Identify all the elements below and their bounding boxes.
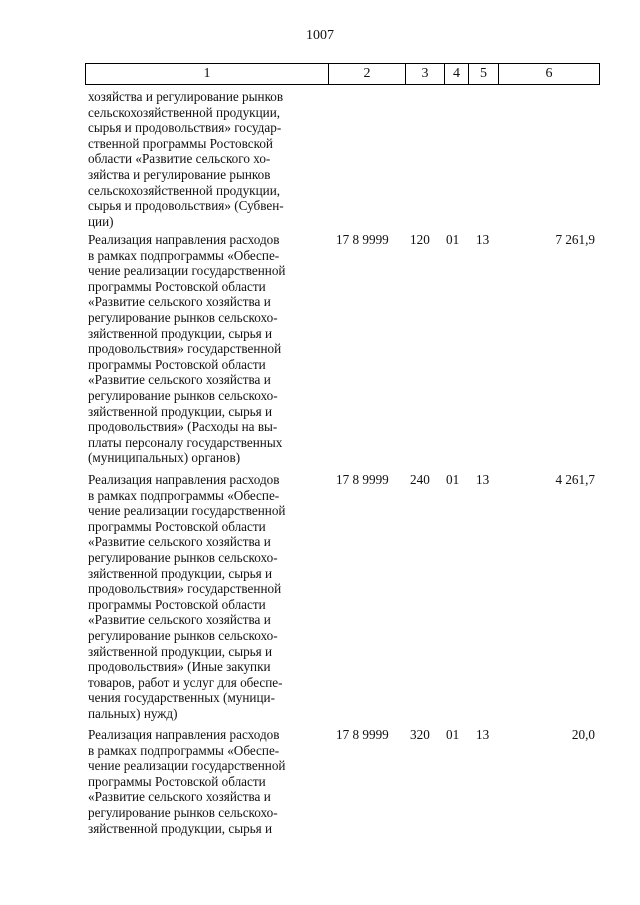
header-col-5: 5 (468, 64, 498, 84)
header-col-4: 4 (444, 64, 468, 84)
header-col-1: 1 (203, 66, 211, 81)
header-col-2: 2 (328, 64, 405, 84)
row-target-article: 17 8 9999 (336, 232, 389, 247)
row-expense-type: 320 (410, 727, 430, 742)
table-header (85, 63, 600, 85)
header-col-3: 3 (405, 64, 444, 84)
row-target-article: 17 8 9999 (336, 727, 389, 742)
row-subsection: 13 (476, 232, 490, 247)
row-expense-type: 240 (410, 472, 430, 487)
row-subsection: 13 (476, 472, 490, 487)
header-col-6: 6 (498, 64, 599, 84)
row-target-article: 17 8 9999 (336, 472, 389, 487)
row-section: 01 (446, 232, 460, 247)
row-amount: 7 261,9 (555, 232, 595, 247)
row-subsection: 13 (476, 727, 490, 742)
row-description: Реализация направления расходов в рамках подпрограммы «Обеспе- чение реализации государственной программы Ростовской области «Развитие сельского хозяйства и регулирование рынков сельскохо- зяйственной продукции, сырья и (88, 727, 286, 836)
row-description: хозяйства и регулирование рынков сельскохозяйственной продукции, сырья и продовольствия» государ- ственной программы Ростовской области «Развитие сельского хо- зяйства и регулирование рынков сельскохозяйственной продукции, сырья и продовольствия» (Субвен- ции) (88, 89, 284, 229)
row-amount: 4 261,7 (555, 472, 595, 487)
row-description: Реализация направления расходов в рамках подпрограммы «Обеспе- чение реализации государственной программы Ростовской области «Развитие сельского хозяйства и регулирование рынков сельскохо- зяйственной продукции, сырья и продовольствия» государственной программы Ростовской области «Развитие сельского хозяйства и регулирование рынков сельскохо- зяйственной продукции, сырья и продовольствия» (Расходы на вы- платы персоналу государственных (муниципальных) органов) (88, 232, 286, 466)
page-number: 1007 (306, 28, 334, 43)
row-section: 01 (446, 727, 460, 742)
row-section: 01 (446, 472, 460, 487)
row-expense-type: 120 (410, 232, 430, 247)
row-amount: 20,0 (571, 727, 595, 742)
row-description: Реализация направления расходов в рамках подпрограммы «Обеспе- чение реализации государственной программы Ростовской области «Развитие сельского хозяйства и регулирование рынков сельскохо- зяйственной продукции, сырья и продовольствия» государственной программы Ростовской области «Развитие сельского хозяйства и регулирование рынков сельскохо- зяйственной продукции, сырья и продовольствия» (Иные закупки товаров, работ и услуг для обеспе- чения государственных (муници- пальных) нужд) (88, 472, 286, 721)
